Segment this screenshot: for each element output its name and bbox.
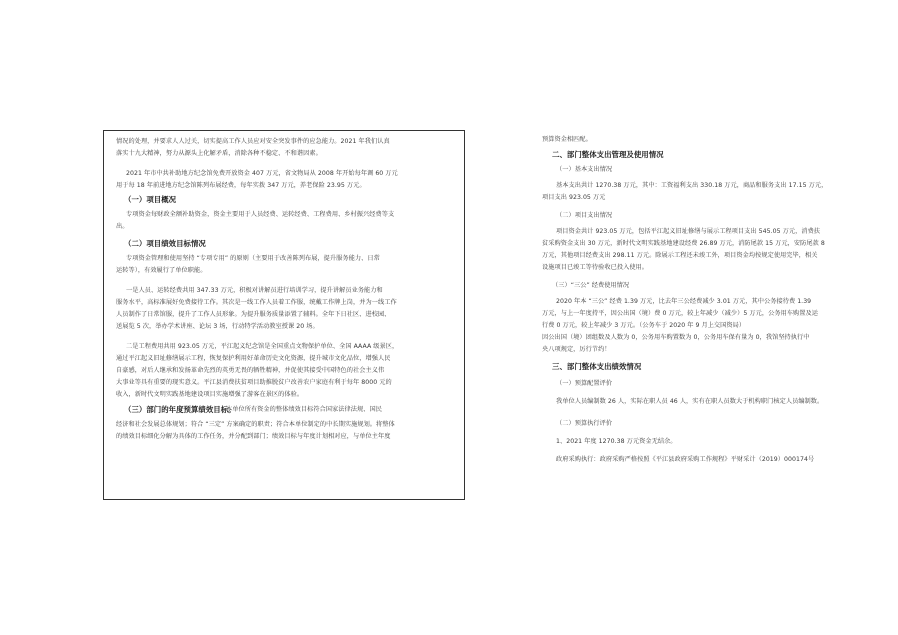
text-line: 情况的处理，并要求人人过关，切实提高工作人员应对安全突发事件的应急能力。2021 年我们认真 [116,138,390,145]
text-line: 行费 0 万元，较上年减少 3 万元。（公务车于 2020 年 9 月上交国资局） [542,322,746,329]
text-line: 项目支出 923.05 万元 [542,194,606,201]
text-line: 自豪感，对后人继承和发扬革命先烈的英勇无畏的牺牲精神，并促使其接受中国特色的社会主义伟 [116,367,385,374]
text-line: 2020 年本 “三公” 经费 1.39 万元，比去年三公经费减少 3.01 万元，其中公务接待费 1.39 [556,298,812,305]
right-document-page [542,132,887,502]
text-line: 项目资金共计 923.05 万元，包括平江起义旧址修缮与展示工程项目支出 545.05 万元，消费扶 [556,228,821,235]
text-line: 出。 [116,223,129,230]
text-line: 收入，新时代文明实践基地建设项目实施增强了游客在景区的体验。 [116,391,304,398]
text-line: 万元，其他项目经费支出 298.11 万元。除展示工程还未竣工外，项目资金均按规定使用完毕，相关 [542,252,818,259]
text-line: 基本支出共计 1270.38 万元，其中：工资福利支出 330.18 万元，商品和服务支出 17.15 万元， [556,182,828,189]
text-line: 2021 年市中共补助地方纪念馆免费开放资金 407 万元，省文物局从 2008 年开始每年调 60 万元 [126,170,398,177]
text-line: 贫采购资金支出 30 万元，新时代文明实践基地建设经费 26.89 万元，消防尾款 15 万元，安防尾款 8 [542,240,825,247]
text-line: 二是工程费用共用 923.05 万元，平江起义纪念馆是全国重点文物保护单位、全国 AAAA 级景区， [126,343,399,350]
text-line: 万元，与上一年度持平，因公出国（境）费 0 万元，较上年减少（减少）5 万元，公务用车购置及运 [542,310,818,317]
section-heading-performance: 三、部门整体支出绩效情况 [552,362,642,371]
text-line: 运转等），有效履行了单位职能。 [116,267,207,274]
heading-annual-budget-goals: （三）部门的年度预算绩效目标。 [124,405,236,414]
text-line: 我单位人员编制数 26 人，实际在职人员 46 人，实有在职人员数大于机构职门核定人员编制数。 [556,398,824,405]
text-line: 服务水平，高标准展好免费接待工作。其次是一线工作人员着工作服，统戴工作牌上岗，并为一线工作 [116,299,397,306]
text-line: 经济和社会发展总体规划；符合 “三定” 方案确定的职责；符合本单位制定的中长期实施规划。将整体 [116,421,395,428]
subheading-basic-expenditure: （一）基本支出情况 [556,166,613,173]
subheading-budget-execution: （二）预算执行评价 [556,420,613,427]
text-line: 专项资金每财政全额补助资金，资金主要用于人员经费、运转经费、工程费用、乡村振兴经费等支 [126,211,395,218]
text-line: 政府采购执行：政府采购严格按照《平江县政府采购工作规程》平财采计（2019）000174号 [556,456,815,463]
text-line: 送展览 5 次，举办学术讲座、论坛 3 场，行动特学活动教室授课 20 场。 [116,323,319,330]
text-line: 用于每 18 年前进地方纪念馆陈列布展经费，每年实拨 347 万元，养老保险 23.95 万元。 [116,182,366,189]
text-line: 本单位所有资金的整体绩效目标符合国家法律法规、国民 [226,406,382,413]
subheading-budget-allocation: （一）预算配置评价 [556,380,613,387]
subheading-project-expenditure: （二）项目支出情况 [556,212,613,219]
text-line: 人员制作了日常馆服，提升了工作人员形象。为提升服务质量添置了辅料。全年下日社区、进校园、 [116,311,391,318]
heading-project-overview: （一）项目概况 [124,195,177,204]
text-line: 因公出国（境）团组数及人数为 0，公务用车购置数为 0，公务用车保有量为 0，我馆坚持执行中 [542,334,810,341]
section-heading-expenditure-management: 二、部门整体支出管理及使用情况 [552,150,664,159]
heading-performance-goals: （二）项目绩效目标情况 [124,239,206,248]
text-line: 通过平江起义旧址修缮展示工程，恢复保护利用好革命历史文化资源，提升城市文化品位，增强人民 [116,355,391,362]
text-line: 落实十九大精神，努力从源头上化解矛盾，消除各种不稳定、不和谐因素。 [116,150,322,157]
left-document-page [103,130,465,500]
text-line: 大事业等具有重要的现实意义。平江县消费扶贫项目助推脱贫户改善农户家庭有利于每年 8000 元的 [116,379,392,386]
text-line: 预算资金相匹配。 [542,136,592,143]
text-line: 设施项目已竣工等待验收已投入使用。 [542,264,649,271]
text-line: 央八项规定，厉行节约！ [542,346,611,353]
text-line: 一是人员、运转经费共用 347.33 万元，积极对讲解员进行培训学习，提升讲解员业务能力和 [126,287,383,294]
text-line: 的绩效目标细化分解为具体的工作任务，并分配到部门；绩效目标与年度计划相对应，与单位主年度 [116,433,391,440]
subheading-three-public-expenses: （三）“三公” 经费使用情况 [552,282,630,289]
text-line: 1、2021 年度 1270.38 万元资金无结余。 [556,438,677,445]
text-line: 专项资金管理和使用坚持 “专项专用” 的原则（主要用于改善陈列布展，提升服务能力、日常 [126,255,380,262]
